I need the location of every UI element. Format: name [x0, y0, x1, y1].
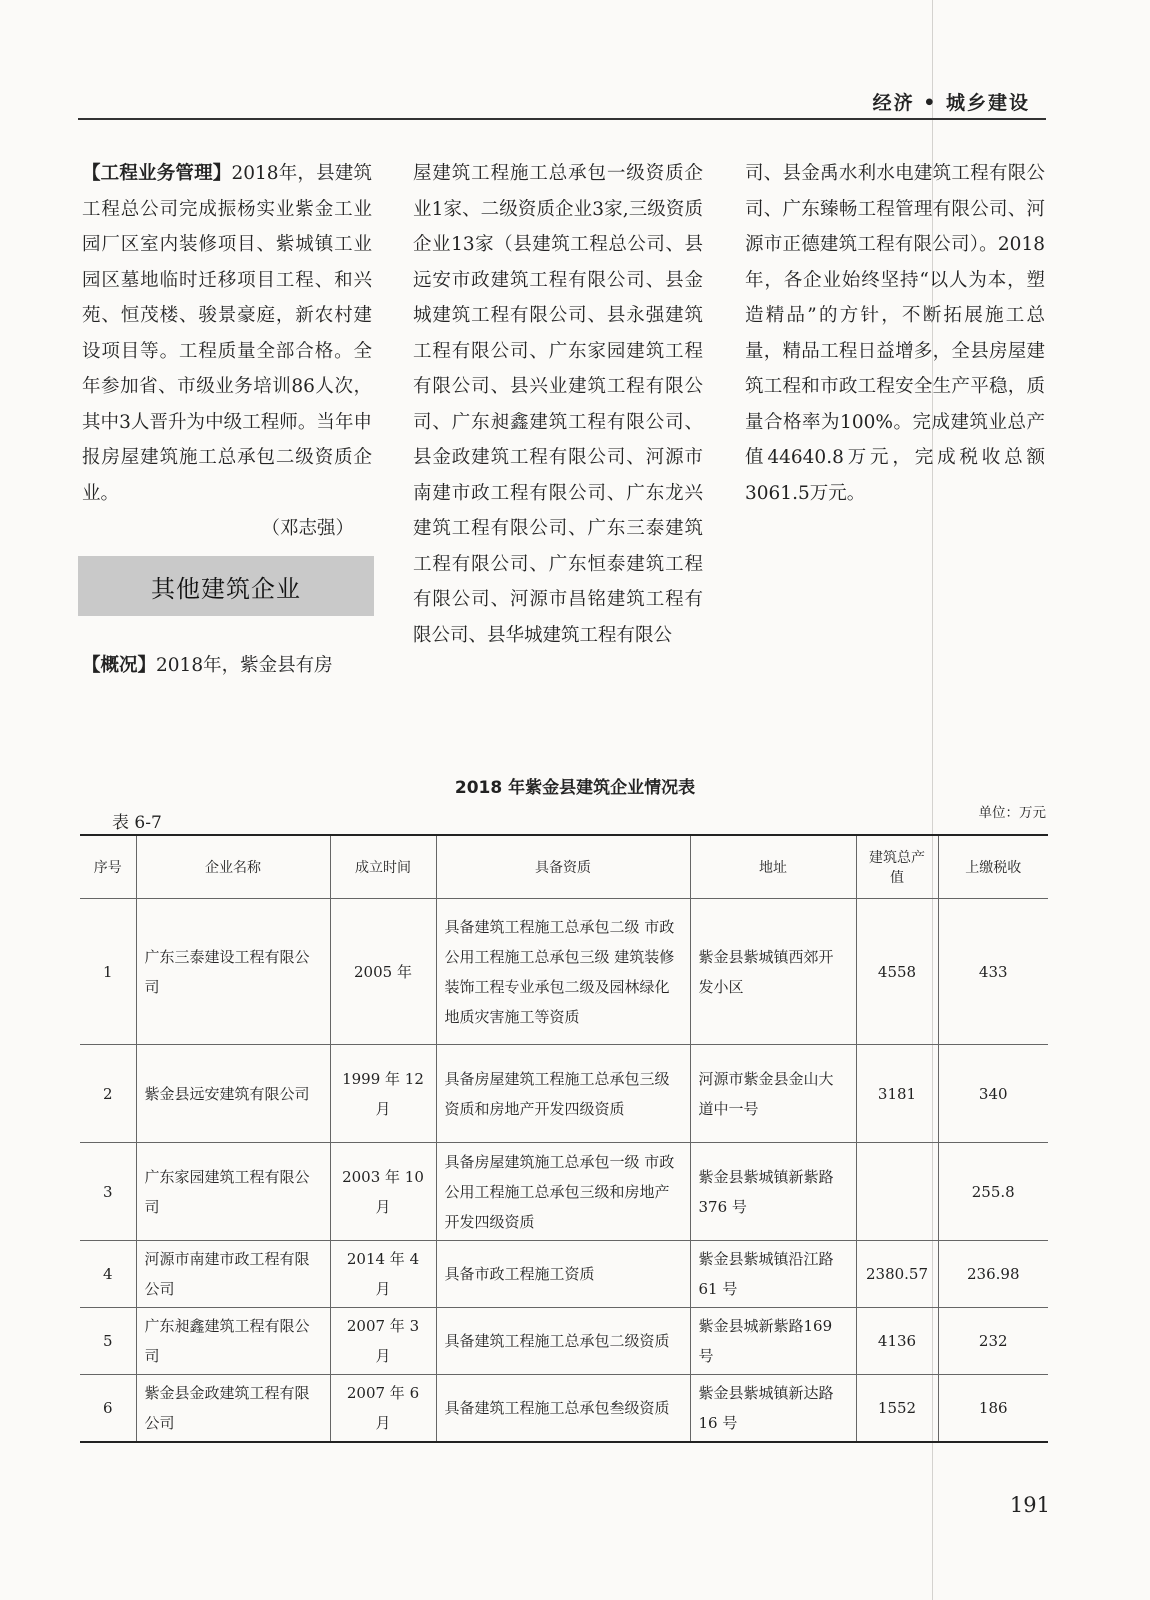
column-1-continued: [82, 648, 372, 683]
table-unit: 单位：万元: [978, 805, 1046, 821]
table-row: [80, 899, 1048, 1045]
cell-no: 5: [80, 1308, 136, 1375]
cell-name: 广东三泰建设工程有限公司: [136, 899, 330, 1045]
paragraph-body: 2018年，县建筑工程总公司完成振杨实业紫金工业园厂区室内装修项目、紫城镇工业园区墓地临时迁移项目工程、和兴苑、恒茂楼、骏景豪庭，新农村建设项目等。工程质量全部合格。全年参加省、市级业务培训86人次，其中3人晋升为中级工程师。当年申报房屋建筑施工总承包二级资质企业。: [82, 163, 372, 504]
table-header-row: [80, 835, 1048, 899]
table-row: [80, 1143, 1048, 1241]
cell-founded: 2014 年 4 月: [330, 1241, 436, 1308]
cell-founded: 1999 年 12 月: [330, 1045, 436, 1143]
cell-founded: 2007 年 6 月: [330, 1375, 436, 1443]
column-2: [413, 156, 703, 653]
overview-label: 【概况】: [82, 655, 157, 676]
table-row: [80, 1241, 1048, 1308]
cell-name: 广东昶鑫建筑工程有限公司: [136, 1308, 330, 1375]
cell-output: 1552: [856, 1375, 938, 1443]
cell-tax: 236.98: [938, 1241, 1048, 1308]
table-number: 表 6-7: [112, 813, 162, 833]
table-row: [80, 1045, 1048, 1143]
enterprise-table: [80, 834, 1048, 1443]
cell-no: 2: [80, 1045, 136, 1143]
cell-address: 紫金县紫城镇西郊开发小区: [690, 899, 856, 1045]
section-title: 其他建筑企业: [151, 574, 301, 603]
cell-no: 4: [80, 1241, 136, 1308]
cell-name: 紫金县金政建筑工程有限公司: [136, 1375, 330, 1443]
cell-no: 1: [80, 899, 136, 1045]
section-title-box: [78, 556, 374, 616]
cell-address: 紫金县紫城镇新紫路 376 号: [690, 1143, 856, 1241]
cell-name: 广东家园建筑工程有限公司: [136, 1143, 330, 1241]
header-qualification: 具备资质: [436, 835, 690, 899]
header-no: 序号: [80, 835, 136, 899]
cell-address: 紫金县紫城镇沿江路 61 号: [690, 1241, 856, 1308]
header-tax: 上缴税收: [938, 835, 1048, 899]
cell-qualification: 具备建筑工程施工总承包二级资质: [436, 1308, 690, 1375]
cell-qualification: 具备建筑工程施工总承包二级 市政公用工程施工总承包三级 建筑装修装饰工程专业承包二级及园林绿化 地质灾害施工等资质: [436, 899, 690, 1045]
cell-qualification: 具备市政工程施工资质: [436, 1241, 690, 1308]
paragraph-label: 【工程业务管理】: [82, 163, 232, 184]
cell-address: 河源市紫金县金山大道中一号: [690, 1045, 856, 1143]
cell-name: 紫金县远安建筑有限公司: [136, 1045, 330, 1143]
table-row: [80, 1375, 1048, 1443]
cell-qualification: 具备建筑工程施工总承包叁级资质: [436, 1375, 690, 1443]
cell-tax: 340: [938, 1045, 1048, 1143]
cell-no: 6: [80, 1375, 136, 1443]
header-name: 企业名称: [136, 835, 330, 899]
cell-name: 河源市南建市政工程有限公司: [136, 1241, 330, 1308]
cell-tax: 433: [938, 899, 1048, 1045]
cell-founded: 2003 年 10 月: [330, 1143, 436, 1241]
cell-output: [856, 1143, 938, 1241]
cell-tax: 255.8: [938, 1143, 1048, 1241]
overview-text-3: 司、县金禹水利水电建筑工程有限公司、广东臻畅工程管理有限公司、河源市正德建筑工程有限公司）。2018年，各企业始终坚持“以人为本，塑造精品”的方针，不断拓展施工总量，精品工程日益增多，全县房屋建筑工程和市政工程安全生产平稳，质量合格率为100%。完成建筑业总产值44640.8万元，完成税收总额3061.5万元。: [745, 163, 1045, 504]
column-3: [745, 156, 1045, 511]
header-rule: [78, 118, 1046, 120]
table-row: [80, 1308, 1048, 1375]
cell-no: 3: [80, 1143, 136, 1241]
cell-address: 紫金县紫城镇新达路 16 号: [690, 1375, 856, 1443]
author-name: （邓志强）: [261, 518, 354, 539]
cell-tax: 186: [938, 1375, 1048, 1443]
table-title: 2018 年紫金县建筑企业情况表: [454, 778, 696, 798]
cell-output: 4558: [856, 899, 938, 1045]
cell-address: 紫金县城新紫路169 号: [690, 1308, 856, 1375]
paragraph-engineering-management: [82, 156, 372, 511]
overview-text-1: 2018年，紫金县有房: [156, 655, 333, 676]
section-header: 经济 • 城乡建设: [872, 92, 1030, 114]
cell-qualification: 具备房屋建筑工程施工总承包三级资质和房地产开发四级资质: [436, 1045, 690, 1143]
header-output: 建筑总产值: [856, 835, 938, 899]
cell-output: 2380.57: [856, 1241, 938, 1308]
column-1: [82, 156, 372, 547]
cell-tax: 232: [938, 1308, 1048, 1375]
cell-qualification: 具备房屋建筑施工总承包一级 市政公用工程施工总承包三级和房地产开发四级资质: [436, 1143, 690, 1241]
header-founded: 成立时间: [330, 835, 436, 899]
cell-output: 4136: [856, 1308, 938, 1375]
cell-founded: 2007 年 3 月: [330, 1308, 436, 1375]
cell-output: 3181: [856, 1045, 938, 1143]
overview-text-2: 屋建筑工程施工总承包一级资质企业1家、二级资质企业3家,三级资质企业13家（县建筑工程总公司、县远安市政建筑工程有限公司、县金城建筑工程有限公司、县永强建筑工程有限公司、广东家园建筑工程有限公司、县兴业建筑工程有限公司、广东昶鑫建筑工程有限公司、县金政建筑工程有限公司、河源市南建市政工程有限公司、广东龙兴建筑工程有限公司、广东三泰建筑工程有限公司、广东恒泰建筑工程有限公司、河源市昌铭建筑工程有限公司、县华城建筑工程有限公: [413, 163, 703, 646]
cell-founded: 2005 年: [330, 899, 436, 1045]
page-number: 191: [1009, 1493, 1050, 1517]
header-address: 地址: [690, 835, 856, 899]
